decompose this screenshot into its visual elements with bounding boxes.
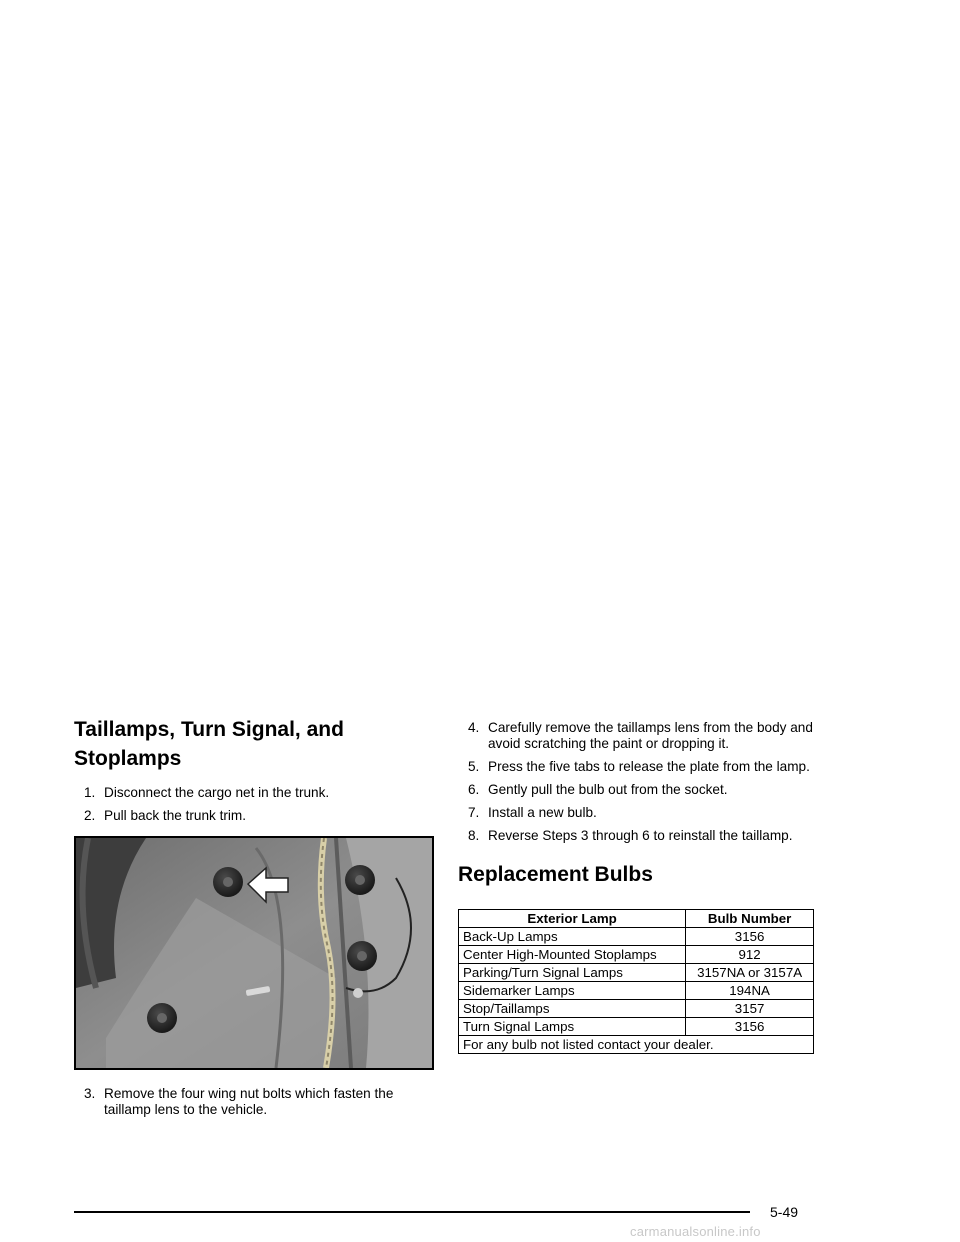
lamp-cell: Turn Signal Lamps bbox=[459, 1018, 686, 1036]
bulb-cell: 3157NA or 3157A bbox=[686, 964, 814, 982]
table-row bbox=[459, 964, 814, 982]
photo-illustration bbox=[76, 838, 432, 1068]
step-item bbox=[458, 782, 818, 798]
step-item bbox=[74, 1086, 436, 1118]
table-row bbox=[459, 928, 814, 946]
table-row bbox=[459, 982, 814, 1000]
trunk-wing-nut-photo bbox=[74, 836, 434, 1070]
table-row bbox=[459, 946, 814, 964]
title-line-2: Stoplamps bbox=[74, 747, 182, 770]
step-item bbox=[458, 759, 818, 775]
table-header-row bbox=[459, 910, 814, 928]
step-number: 2. bbox=[84, 808, 96, 823]
steps-list-right bbox=[458, 720, 818, 844]
lamp-cell: Sidemarker Lamps bbox=[459, 982, 686, 1000]
step-text: Disconnect the cargo net in the trunk. bbox=[104, 785, 330, 800]
step-text: Pull back the trunk trim. bbox=[104, 808, 247, 823]
right-column bbox=[458, 720, 818, 1054]
table-row bbox=[459, 1000, 814, 1018]
steps-list-left-cont bbox=[74, 1086, 436, 1118]
step-item bbox=[74, 808, 436, 824]
step-number: 3. bbox=[84, 1086, 96, 1101]
step-text: Press the five tabs to release the plate from the lamp. bbox=[488, 759, 810, 774]
bulb-table bbox=[458, 909, 814, 1054]
footer-rule bbox=[74, 1211, 750, 1213]
bulb-cell: 3157 bbox=[686, 1000, 814, 1018]
step-number: 1. bbox=[84, 785, 96, 800]
page-number: 5-49 bbox=[770, 1204, 799, 1220]
step-number: 4. bbox=[468, 720, 480, 735]
lamp-cell: Stop/Taillamps bbox=[459, 1000, 686, 1018]
title-line-1: Taillamps, Turn Signal, and bbox=[74, 718, 344, 741]
step-item bbox=[458, 828, 818, 844]
left-column bbox=[74, 715, 436, 1125]
step-number: 8. bbox=[468, 828, 480, 843]
table-footer-row bbox=[459, 1036, 814, 1054]
table-footnote: For any bulb not listed contact your dealer. bbox=[459, 1036, 814, 1054]
table-row bbox=[459, 1018, 814, 1036]
step-item bbox=[458, 720, 818, 752]
step-item bbox=[74, 785, 436, 801]
bulb-cell: 912 bbox=[686, 946, 814, 964]
step-text: Carefully remove the taillamps lens from the body and avoid scratching the paint or dropping it. bbox=[488, 720, 813, 751]
section-title-replacement-bulbs: Replacement Bulbs bbox=[458, 863, 653, 886]
lamp-cell: Parking/Turn Signal Lamps bbox=[459, 964, 686, 982]
step-number: 6. bbox=[468, 782, 480, 797]
step-text: Gently pull the bulb out from the socket. bbox=[488, 782, 728, 797]
step-number: 7. bbox=[468, 805, 480, 820]
lamp-cell: Center High-Mounted Stoplamps bbox=[459, 946, 686, 964]
watermark: carmanualsonline.info bbox=[630, 1224, 761, 1239]
bulb-cell: 194NA bbox=[686, 982, 814, 1000]
steps-list-left bbox=[74, 785, 436, 824]
column-header-bulb-number: Bulb Number bbox=[686, 910, 814, 928]
step-item bbox=[458, 805, 818, 821]
step-text: Install a new bulb. bbox=[488, 805, 597, 820]
step-text: Remove the four wing nut bolts which fasten the taillamp lens to the vehicle. bbox=[104, 1086, 394, 1117]
lamp-cell: Back-Up Lamps bbox=[459, 928, 686, 946]
bulb-cell: 3156 bbox=[686, 1018, 814, 1036]
step-number: 5. bbox=[468, 759, 480, 774]
step-text: Reverse Steps 3 through 6 to reinstall the taillamp. bbox=[488, 828, 793, 843]
column-header-exterior-lamp: Exterior Lamp bbox=[459, 910, 686, 928]
bulb-cell: 3156 bbox=[686, 928, 814, 946]
section-title-taillamps bbox=[74, 715, 436, 773]
